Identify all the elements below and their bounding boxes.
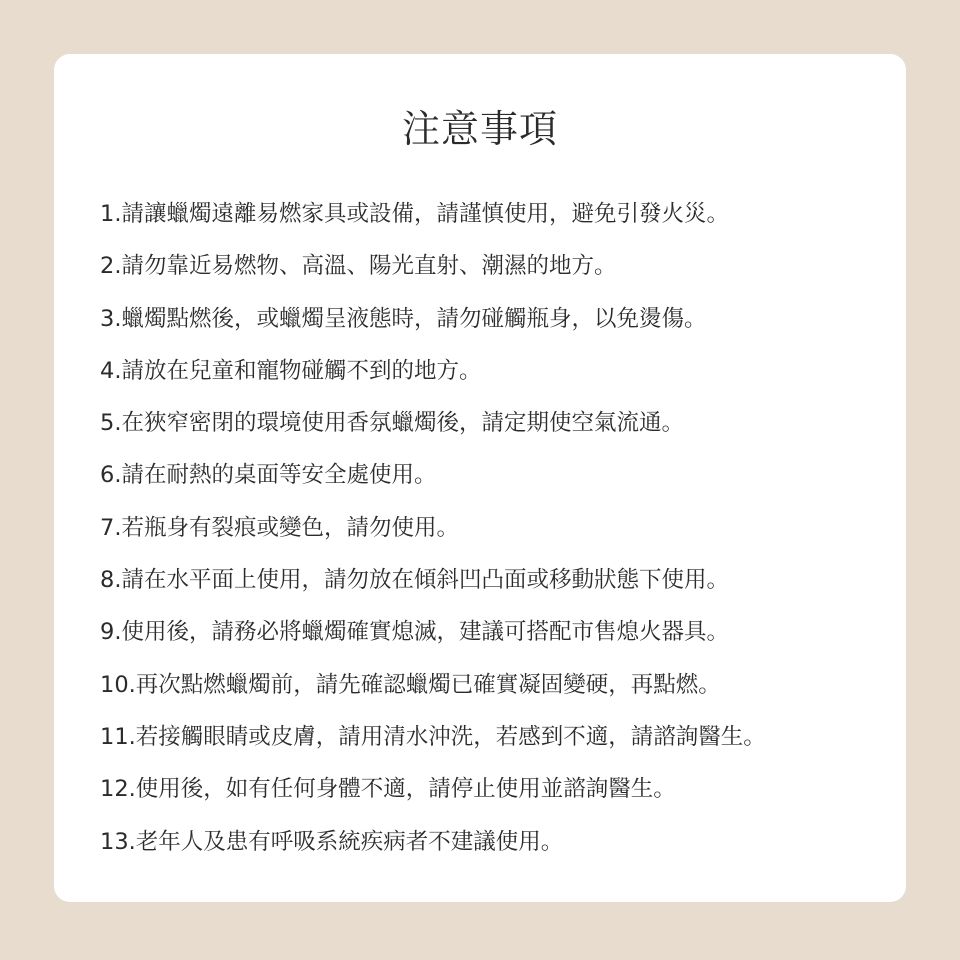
item-text: 請讓蠟燭遠離易燃家具或設備，請謹慎使用，避免引發火災。 — [121, 201, 729, 227]
list-item — [100, 715, 766, 767]
list-item — [100, 767, 766, 819]
item-text: 老年人及患有呼吸系統疾病者不建議使用。 — [135, 828, 564, 855]
list-item — [100, 349, 766, 401]
list-item — [100, 297, 766, 349]
item-number: 11 . — [100, 715, 136, 759]
item-text: 蠟燭點燃後，或蠟燭呈液態時，請勿碰觸瓶身，以免燙傷。 — [121, 305, 707, 332]
item-text: 使用後，請務必將蠟燭確實熄滅，建議可搭配市售熄火器具。 — [121, 619, 729, 646]
item-number: 4 . — [100, 349, 121, 393]
list-item — [100, 663, 766, 715]
item-text: 請放在兒童和寵物碰觸不到的地方。 — [121, 357, 482, 384]
item-number: 2 . — [100, 244, 121, 288]
item-text: 若接觸眼睛或皮膚，請用清水沖洗，若感到不適，請諮詢醫生。 — [135, 723, 766, 750]
item-number: 5 . — [100, 401, 121, 445]
list-item — [100, 244, 766, 296]
item-text: 在狹窄密閉的環境使用香氛蠟燭後，請定期使空氣流通。 — [121, 410, 684, 437]
notice-list — [100, 192, 766, 872]
item-text: 再次點燃蠟燭前，請先確認蠟燭已確實凝固變硬，再點燃。 — [135, 671, 721, 698]
list-item — [100, 453, 766, 505]
item-text: 若瓶身有裂痕或變色，請勿使用。 — [121, 514, 459, 541]
item-number: 6 . — [100, 453, 121, 497]
item-text: 請在耐熱的桌面等安全處使用。 — [121, 462, 437, 489]
list-item — [100, 558, 766, 610]
list-item — [100, 192, 766, 244]
list-item — [100, 401, 766, 453]
item-number: 1 . — [100, 192, 121, 236]
item-number: 9 . — [100, 610, 121, 654]
list-item — [100, 610, 766, 662]
page-title: 注意事項 — [401, 107, 558, 151]
item-number: 3 . — [100, 297, 121, 341]
item-number: 13 . — [100, 820, 136, 864]
list-item — [100, 820, 766, 872]
item-number: 8 . — [100, 558, 121, 602]
item-text: 使用後，如有任何身體不適，請停止使用並諮詢醫生。 — [135, 776, 676, 803]
item-number: 10 . — [100, 663, 136, 707]
item-text: 請在水平面上使用，請勿放在傾斜凹凸面或移動狀態下使用。 — [121, 567, 729, 594]
item-text: 請勿靠近易燃物、高溫、陽光直射、潮濕的地方。 — [121, 253, 617, 280]
item-number: 7 . — [100, 506, 121, 550]
item-number: 12 . — [100, 767, 136, 811]
list-item — [100, 506, 766, 558]
